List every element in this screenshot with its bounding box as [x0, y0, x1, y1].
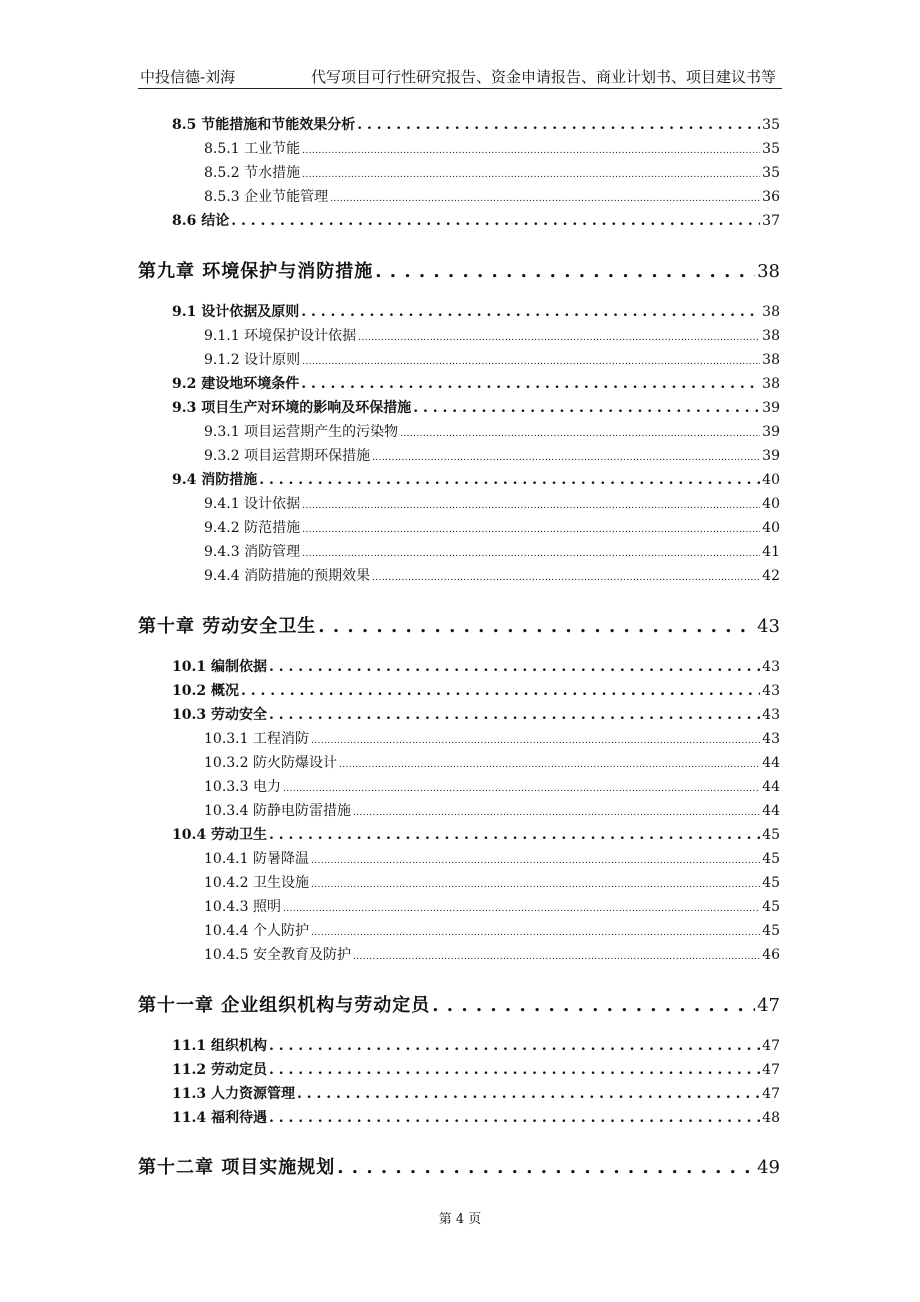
toc-section-entry[interactable]	[172, 656, 780, 676]
toc-leader-dots	[269, 827, 760, 843]
toc-section-entry[interactable]	[172, 704, 780, 724]
toc-entry-title: 9.4.1 设计依据	[204, 496, 301, 512]
toc-subsection-entry[interactable]	[204, 800, 780, 820]
toc-leader-dots	[311, 923, 760, 939]
toc-entry-page: 38	[757, 261, 780, 282]
toc-chapter-entry[interactable]	[138, 1153, 780, 1179]
toc-entry-page: 43	[762, 707, 780, 723]
toc-leader-dots	[283, 899, 760, 915]
toc-entry-title: 9.3 项目生产对环境的影响及环保措施	[172, 400, 412, 416]
toc-entry-page: 39	[762, 400, 780, 416]
toc-entry-page: 49	[757, 1157, 780, 1178]
toc-leader-dots	[231, 213, 760, 229]
toc-leader-dots	[311, 851, 760, 867]
toc-entry-page: 44	[762, 779, 780, 795]
toc-entry-page: 45	[762, 923, 780, 939]
toc-subsection-entry[interactable]	[204, 752, 780, 772]
toc-entry-page: 45	[762, 899, 780, 915]
toc-entry-title: 9.1.1 环境保护设计依据	[204, 328, 357, 344]
toc-subsection-entry[interactable]	[204, 138, 780, 158]
toc-entry-title: 9.4.3 消防管理	[204, 544, 301, 560]
toc-section-entry[interactable]	[172, 373, 780, 393]
toc-entry-page: 45	[762, 827, 780, 843]
toc-leader-dots	[339, 755, 760, 771]
toc-entry-page: 44	[762, 803, 780, 819]
toc-leader-dots	[330, 189, 760, 205]
toc-section-entry[interactable]	[172, 210, 780, 230]
toc-entry-title: 10.4.4 个人防护	[204, 923, 309, 939]
toc-entry-page: 38	[762, 352, 780, 368]
toc-entry-title: 10.4.1 防暑降温	[204, 851, 309, 867]
toc-entry-page: 40	[762, 496, 780, 512]
toc-subsection-entry[interactable]	[204, 325, 780, 345]
toc-entry-title: 9.2 建设地环境条件	[172, 376, 300, 392]
toc-entry-title: 10.4 劳动卫生	[172, 827, 267, 843]
toc-leader-dots	[372, 568, 760, 584]
toc-section-entry[interactable]	[172, 114, 780, 134]
toc-entry-page: 44	[762, 755, 780, 771]
toc-chapter-entry[interactable]	[138, 612, 780, 638]
toc-subsection-entry[interactable]	[204, 541, 780, 561]
toc-entry-title: 11.3 人力资源管理	[172, 1086, 295, 1102]
toc-leader-dots	[241, 683, 760, 699]
toc-leader-dots	[318, 616, 755, 637]
toc-entry-title: 10.3.2 防火防爆设计	[204, 755, 337, 771]
toc-entry-page: 40	[762, 520, 780, 536]
toc-leader-dots	[311, 875, 760, 891]
toc-section-entry[interactable]	[172, 1059, 780, 1079]
toc-entry-title: 10.3.4 防静电防雷措施	[204, 803, 351, 819]
toc-entry-title: 第十二章 项目实施规划	[138, 1157, 336, 1178]
toc-entry-page: 47	[762, 1062, 780, 1078]
toc-entry-page: 35	[762, 165, 780, 181]
toc-subsection-entry[interactable]	[204, 186, 780, 206]
toc-entry-page: 36	[762, 189, 780, 205]
toc-entry-page: 37	[762, 213, 780, 229]
toc-entry-title: 9.4.2 防范措施	[204, 520, 301, 536]
toc-leader-dots	[302, 141, 760, 157]
toc-entry-page: 47	[757, 995, 780, 1016]
toc-section-entry[interactable]	[172, 680, 780, 700]
toc-leader-dots	[311, 731, 760, 747]
toc-leader-dots	[372, 448, 760, 464]
toc-section-entry[interactable]	[172, 1107, 780, 1127]
toc-entry-page: 38	[762, 328, 780, 344]
toc-entry-page: 47	[762, 1086, 780, 1102]
toc-subsection-entry[interactable]	[204, 517, 780, 537]
toc-leader-dots	[269, 707, 760, 723]
toc-leader-dots	[413, 400, 760, 416]
toc-entry-title: 第九章 环境保护与消防措施	[138, 261, 374, 282]
toc-entry-page: 35	[762, 117, 780, 133]
toc-entry-title: 8.5.2 节水措施	[204, 165, 301, 181]
toc-entry-page: 38	[762, 376, 780, 392]
toc-leader-dots	[400, 424, 760, 440]
toc-entry-page: 43	[762, 731, 780, 747]
toc-leader-dots	[302, 544, 760, 560]
toc-leader-dots	[269, 659, 760, 675]
toc-leader-dots	[269, 1038, 760, 1054]
toc-entry-page: 45	[762, 851, 780, 867]
toc-entry-title: 9.4 消防措施	[172, 472, 258, 488]
header-services: 代写项目可行性研究报告、资金申请报告、商业计划书、项目建议书等	[310, 68, 776, 86]
toc-subsection-entry[interactable]	[204, 349, 780, 369]
toc-entry-page: 39	[762, 424, 780, 440]
toc-entry-title: 8.5 节能措施和节能效果分析	[172, 117, 356, 133]
toc-entry-title: 10.3 劳动安全	[172, 707, 267, 723]
toc-leader-dots	[302, 165, 760, 181]
toc-leader-dots	[432, 995, 755, 1016]
toc-entry-title: 11.2 劳动定员	[172, 1062, 267, 1078]
toc-leader-dots	[353, 803, 760, 819]
toc-leader-dots	[353, 947, 760, 963]
toc-leader-dots	[269, 1062, 760, 1078]
toc-entry-title: 10.3.3 电力	[204, 779, 281, 795]
toc-leader-dots	[337, 1157, 755, 1178]
toc-entry-title: 10.2 概况	[172, 683, 239, 699]
toc-subsection-entry[interactable]	[204, 848, 780, 868]
toc-section-entry[interactable]	[172, 397, 780, 417]
toc-entry-title: 11.4 福利待遇	[172, 1110, 267, 1126]
toc-entry-page: 42	[762, 568, 780, 584]
toc-leader-dots	[259, 472, 760, 488]
toc-leader-dots	[357, 117, 760, 133]
toc-entry-page: 38	[762, 304, 780, 320]
toc-entry-title: 第十一章 企业组织机构与劳动定员	[138, 995, 431, 1016]
toc-entry-page: 47	[762, 1038, 780, 1054]
toc-entry-title: 9.4.4 消防措施的预期效果	[204, 568, 371, 584]
toc-entry-title: 8.5.3 企业节能管理	[204, 189, 329, 205]
page-number: 第 4 页	[438, 1212, 482, 1227]
toc-leader-dots	[283, 779, 760, 795]
toc-section-entry[interactable]	[172, 301, 780, 321]
toc-entry-title: 11.1 组织机构	[172, 1038, 267, 1054]
toc-entry-page: 48	[762, 1110, 780, 1126]
toc-leader-dots	[302, 496, 760, 512]
toc-entry-title: 9.3.1 项目运营期产生的污染物	[204, 424, 399, 440]
toc-entry-page: 43	[762, 659, 780, 675]
toc-subsection-entry[interactable]	[204, 162, 780, 182]
toc-entry-title: 8.5.1 工业节能	[204, 141, 301, 157]
toc-entry-page: 43	[762, 683, 780, 699]
toc-entry-page: 39	[762, 448, 780, 464]
toc-entry-title: 10.4.3 照明	[204, 899, 281, 915]
toc-entry-page: 35	[762, 141, 780, 157]
toc-subsection-entry[interactable]	[204, 872, 780, 892]
toc-section-entry[interactable]	[172, 824, 780, 844]
toc-entry-title: 9.1.2 设计原则	[204, 352, 301, 368]
toc-subsection-entry[interactable]	[204, 776, 780, 796]
toc-subsection-entry[interactable]	[204, 445, 780, 465]
toc-subsection-entry[interactable]	[204, 565, 780, 585]
toc-subsection-entry[interactable]	[204, 421, 780, 441]
toc-entry-title: 10.1 编制依据	[172, 659, 267, 675]
toc-section-entry[interactable]	[172, 1083, 780, 1103]
header-author: 中投信德-刘海	[140, 68, 236, 86]
toc-entry-title: 8.6 结论	[172, 213, 230, 229]
toc-entry-title: 10.3.1 工程消防	[204, 731, 309, 747]
toc-section-entry[interactable]	[172, 469, 780, 489]
toc-subsection-entry[interactable]	[204, 920, 780, 940]
toc-entry-page: 41	[762, 544, 780, 560]
toc-leader-dots	[297, 1086, 760, 1102]
toc-leader-dots	[375, 261, 755, 282]
toc-entry-page: 43	[757, 616, 780, 637]
toc-leader-dots	[302, 520, 760, 536]
toc-leader-dots	[301, 376, 760, 392]
toc-section-entry[interactable]	[172, 1035, 780, 1055]
toc-entry-title: 9.3.2 项目运营期环保措施	[204, 448, 371, 464]
toc-subsection-entry[interactable]	[204, 944, 780, 964]
toc-entry-title: 9.1 设计依据及原则	[172, 304, 300, 320]
toc-entry-page: 45	[762, 875, 780, 891]
page-header	[138, 66, 782, 89]
toc-subsection-entry[interactable]	[204, 896, 780, 916]
toc-entry-page: 46	[762, 947, 780, 963]
toc-entry-title: 第十章 劳动安全卫生	[138, 616, 317, 637]
toc-leader-dots	[358, 328, 760, 344]
toc-leader-dots	[301, 304, 760, 320]
toc-subsection-entry[interactable]	[204, 493, 780, 513]
toc-leader-dots	[302, 352, 760, 368]
toc-subsection-entry[interactable]	[204, 728, 780, 748]
toc-entry-title: 10.4.2 卫生设施	[204, 875, 309, 891]
toc-chapter-entry[interactable]	[138, 991, 780, 1017]
toc-entry-title: 10.4.5 安全教育及防护	[204, 947, 351, 963]
toc-entry-page: 40	[762, 472, 780, 488]
toc-chapter-entry[interactable]	[138, 257, 780, 283]
toc-leader-dots	[269, 1110, 760, 1126]
